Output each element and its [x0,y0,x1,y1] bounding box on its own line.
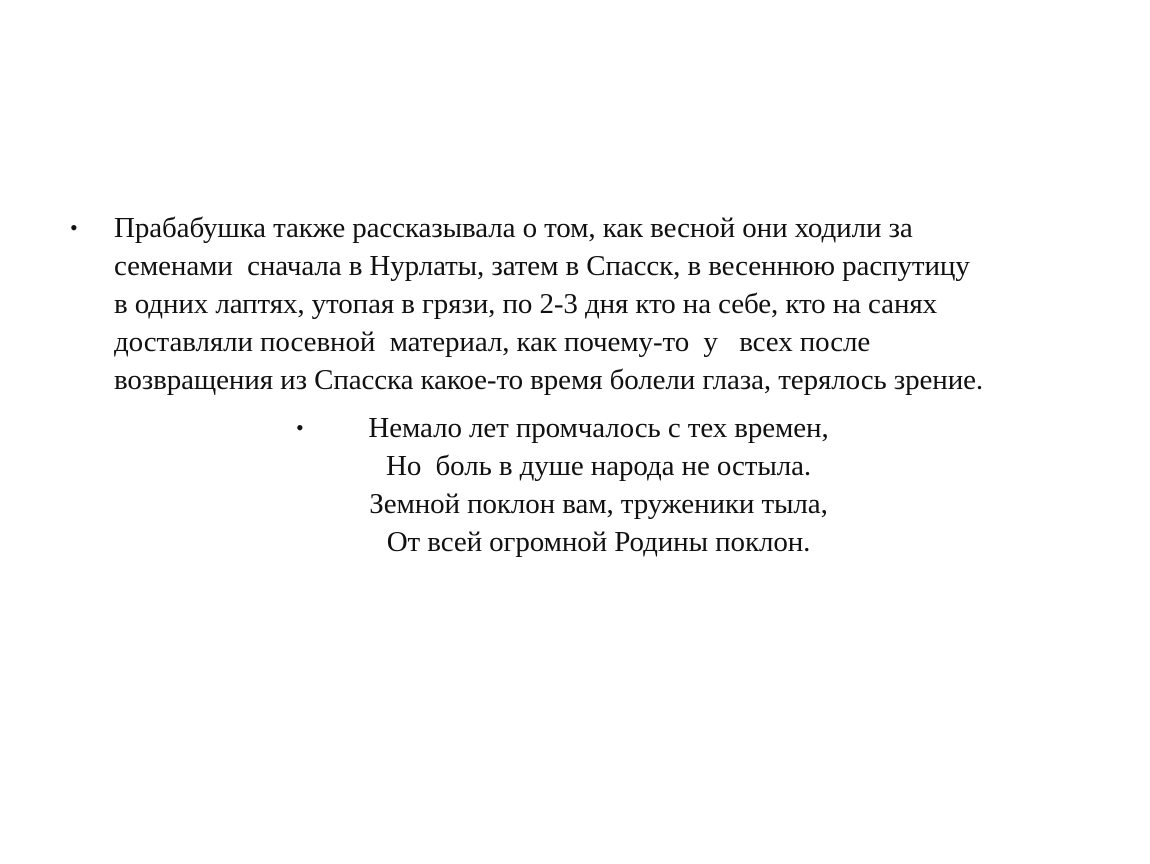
poem-line: Немало лет промчалось с тех времен, [368,412,829,444]
memory-paragraph [70,209,1114,399]
paragraph-line: в одних лаптях, утопая в грязи, по 2-3 дня кто на себе, кто на санях [114,288,937,320]
paragraph-line: Прабабушка также рассказывала о том, как весной они ходили за [114,212,913,244]
poem-lines [296,409,901,561]
poem-stanza [296,409,906,561]
poem-line: От всей огромной Родины поклон. [386,526,811,558]
poem-line: Земной поклон вам, труженики тыла, [369,488,828,520]
poem-line: Но боль в душе народа не остыла. [385,450,812,482]
bullet-icon: • [296,415,304,440]
paragraph-line: семенами сначала в Нурлаты, затем в Спасск, в весеннюю распутицу [114,250,970,282]
paragraph-line: доставляли посевной материал, как почему-то у всех после [114,326,871,358]
bullet-icon: • [70,215,78,240]
paragraph-line: возвращения из Спасска какое-то время болели глаза, терялось зрение. [114,364,984,396]
